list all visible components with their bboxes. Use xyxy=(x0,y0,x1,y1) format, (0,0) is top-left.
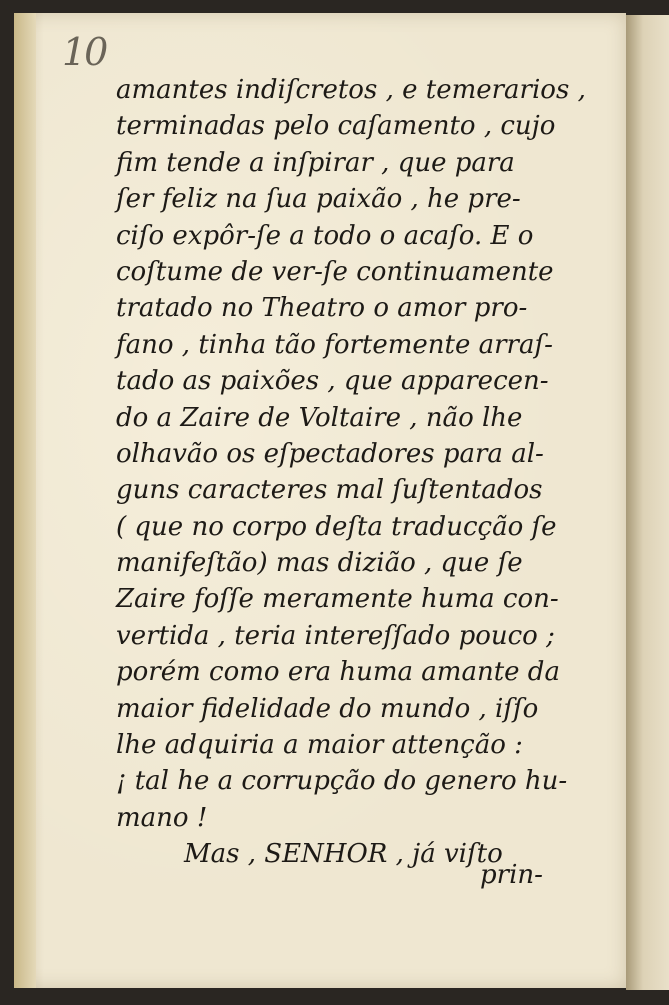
text-line: fano , tinha tão fortemente arraſ- xyxy=(116,329,553,360)
text-line: ( que no corpo deſta traducção ſe xyxy=(116,511,557,542)
text-line: terminadas pelo caſamento , cujo xyxy=(116,111,556,142)
body-text xyxy=(116,72,596,873)
page-gutter xyxy=(14,13,36,988)
text-line: guns caracteres mal ſuſtentados xyxy=(116,475,543,506)
text-line: tratado no Theatro o amor pro- xyxy=(116,293,528,324)
text-line: mano ! xyxy=(116,802,208,833)
text-line: Zaire foſſe meramente huma con- xyxy=(116,584,559,615)
text-line: porém como era huma amante da xyxy=(116,657,560,688)
text-line: fim tende a inſpirar , que para xyxy=(116,147,515,178)
text-line: ſer feliz na ſua paixão , he pre- xyxy=(116,184,521,215)
page-number: 10 xyxy=(62,30,107,74)
text-line: olhavão os eſpectadores para al- xyxy=(116,438,544,469)
text-line: tado as paixões , que apparecen- xyxy=(116,366,549,397)
text-line: maior fidelidade do mundo , iſſo xyxy=(116,693,539,724)
catchword: prin- xyxy=(480,860,543,890)
text-line: manifeſtão) mas dizião , que ſe xyxy=(116,548,523,579)
text-line: vertida , teria intereſſado pouco ; xyxy=(116,620,555,651)
text-line: ciſo expôr-ſe a todo o acaſo. E o xyxy=(116,220,534,251)
text-line: lhe adquiria a maior attenção : xyxy=(116,730,523,761)
text-line: coſtume de ver-ſe continuamente xyxy=(116,256,554,287)
text-line: do a Zaire de Voltaire , não lhe xyxy=(116,402,523,433)
text-line: amantes indiſcretos , e temerarios , xyxy=(116,75,586,105)
adjacent-page-edge xyxy=(626,15,669,990)
text-line: Mas , SENHOR , já viſto xyxy=(184,839,503,870)
text-line: ¡ tal he a corrupção do genero hu- xyxy=(116,766,568,797)
